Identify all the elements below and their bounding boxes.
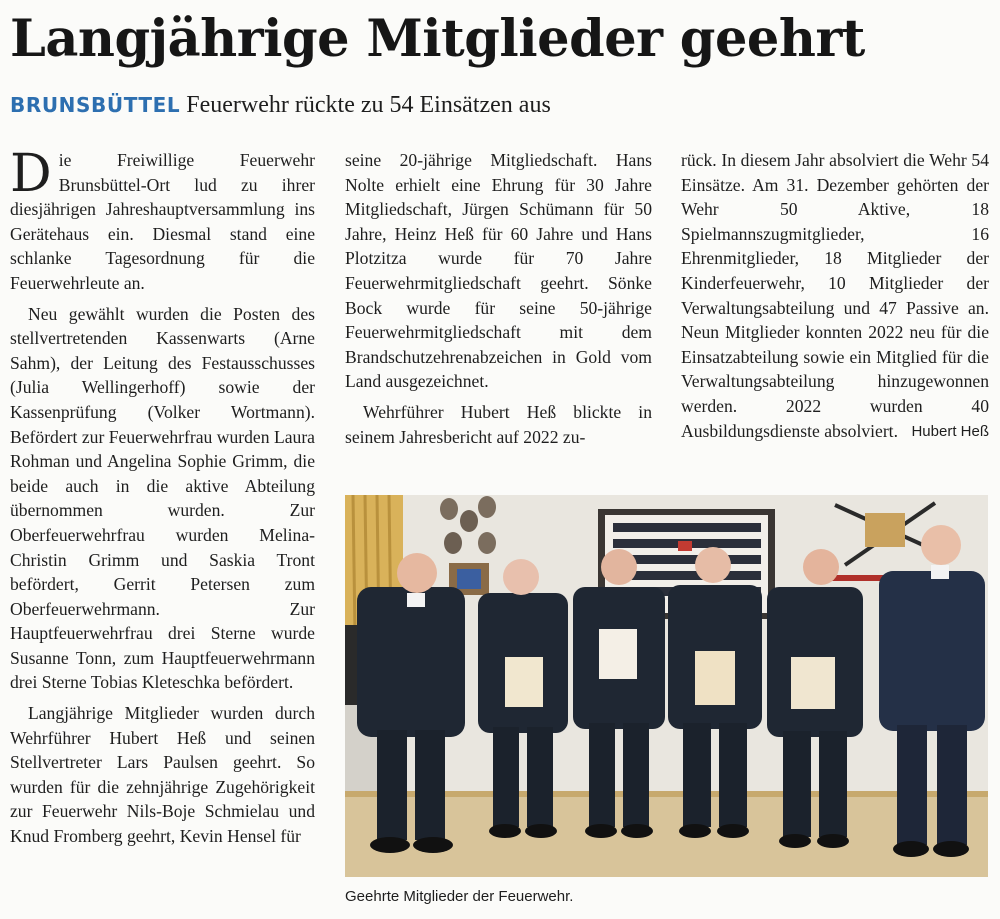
article-column-1 <box>10 144 315 849</box>
article-column-3 <box>681 148 989 444</box>
drop-cap: D <box>10 144 52 204</box>
subtitle: Feuerwehr rückte zu 54 Einsätzen aus <box>186 92 551 118</box>
group-photo <box>345 495 988 877</box>
paragraph: seine 20-jährige Mitgliedschaft. Hans Nolte erhielt eine Ehrung für 30 Jahre Mitgliedschaft, Jürgen Schümann für 50 Jahre, Heinz Heß für 60 Jahre und Hans Plotzitza wurde für 70 Jahre Feuerwehrmitgliedschaft geehrt. Sönke Bock wurde für seine 50-jährige Feuerwehrmitgliedschaft mit dem Brandschutzehrenabzeichen in Gold vom Land ausgezeichnet. <box>345 150 652 392</box>
paragraph <box>681 148 989 443</box>
paragraph-text: rück. In diesem Jahr absolviert die Wehr 54 Einsätze. Am 31. Dezember gehörten der Wehr 50 Aktive, 18 Spielmannszugmitglieder, 16 Ehrenmitglieder, 18 Mitglieder der Kinderfeuerwehr, 10 Mitglieder der Verwaltungsabteilung und 47 Passive an. Neun Mitglieder konnten 2022 neu für die Einsatzabteilung sowie ein Mitglied für die Verwaltungsabteilung hinzugewonnen werden. 2022 wurden 40 Ausbildungsdienste absolviert. <box>681 150 989 441</box>
paragraph: Langjährige Mitglieder wurden durch Wehrführer Hubert Heß und seinen Stellvertreter Lars Paulsen geehrt. So wurden für die zehnjährige Zugehörigkeit zur Feuerwehr Nils-Boje Schmielau und Knud Fromberg geehrt, Kevin Hensel für <box>10 703 315 847</box>
author-byline: Hubert Heß <box>911 422 989 440</box>
kicker-location: BRUNSBÜTTEL <box>10 93 181 117</box>
article-column-2 <box>345 148 652 449</box>
paragraph <box>10 144 315 296</box>
subline <box>10 88 990 122</box>
paragraph: Neu gewählt wurden die Posten des stellvertretenden Kassenwarts (Arne Sahm), der Leitung des Festausschusses (Julia Wellingerhoff) sowie der Kassenprüfung (Volker Wortmann). Befördert zur Feuerwehrfrau wurden Laura Rohman und Angelina Sophie Grimm, die beide auch in die aktive Abteilung übernommen wurden. Zur Oberfeuerwehrfrau wurden Melina-Christin Grimm und Saskia Tront befördert, Gerrit Petersen zum Oberfeuerwehrmann. Zur Hauptfeuerwehrfrau drei Sterne wurde Susanne Tonn, zum Hauptfeuerwehrmann drei Sterne Tobias Kleteschka befördert. <box>10 303 315 693</box>
headline: Langjährige Mitglieder geehrt <box>10 9 865 69</box>
paragraph: Wehrführer Hubert Heß blickte in seinem Jahresbericht auf 2022 zu- <box>345 401 652 447</box>
photo-caption: Geehrte Mitglieder der Feuerwehr. <box>345 888 574 905</box>
group-photo-illustration <box>345 495 988 877</box>
paragraph-text: ie Freiwillige Feuerwehr Brunsbüttel-Ort lud zu ihrer diesjährigen Jahreshauptversammlung ins Gerätehaus ein. Diesmal stand eine schlanke Tagesordnung für die Feuerwehrleute an. <box>10 150 315 293</box>
